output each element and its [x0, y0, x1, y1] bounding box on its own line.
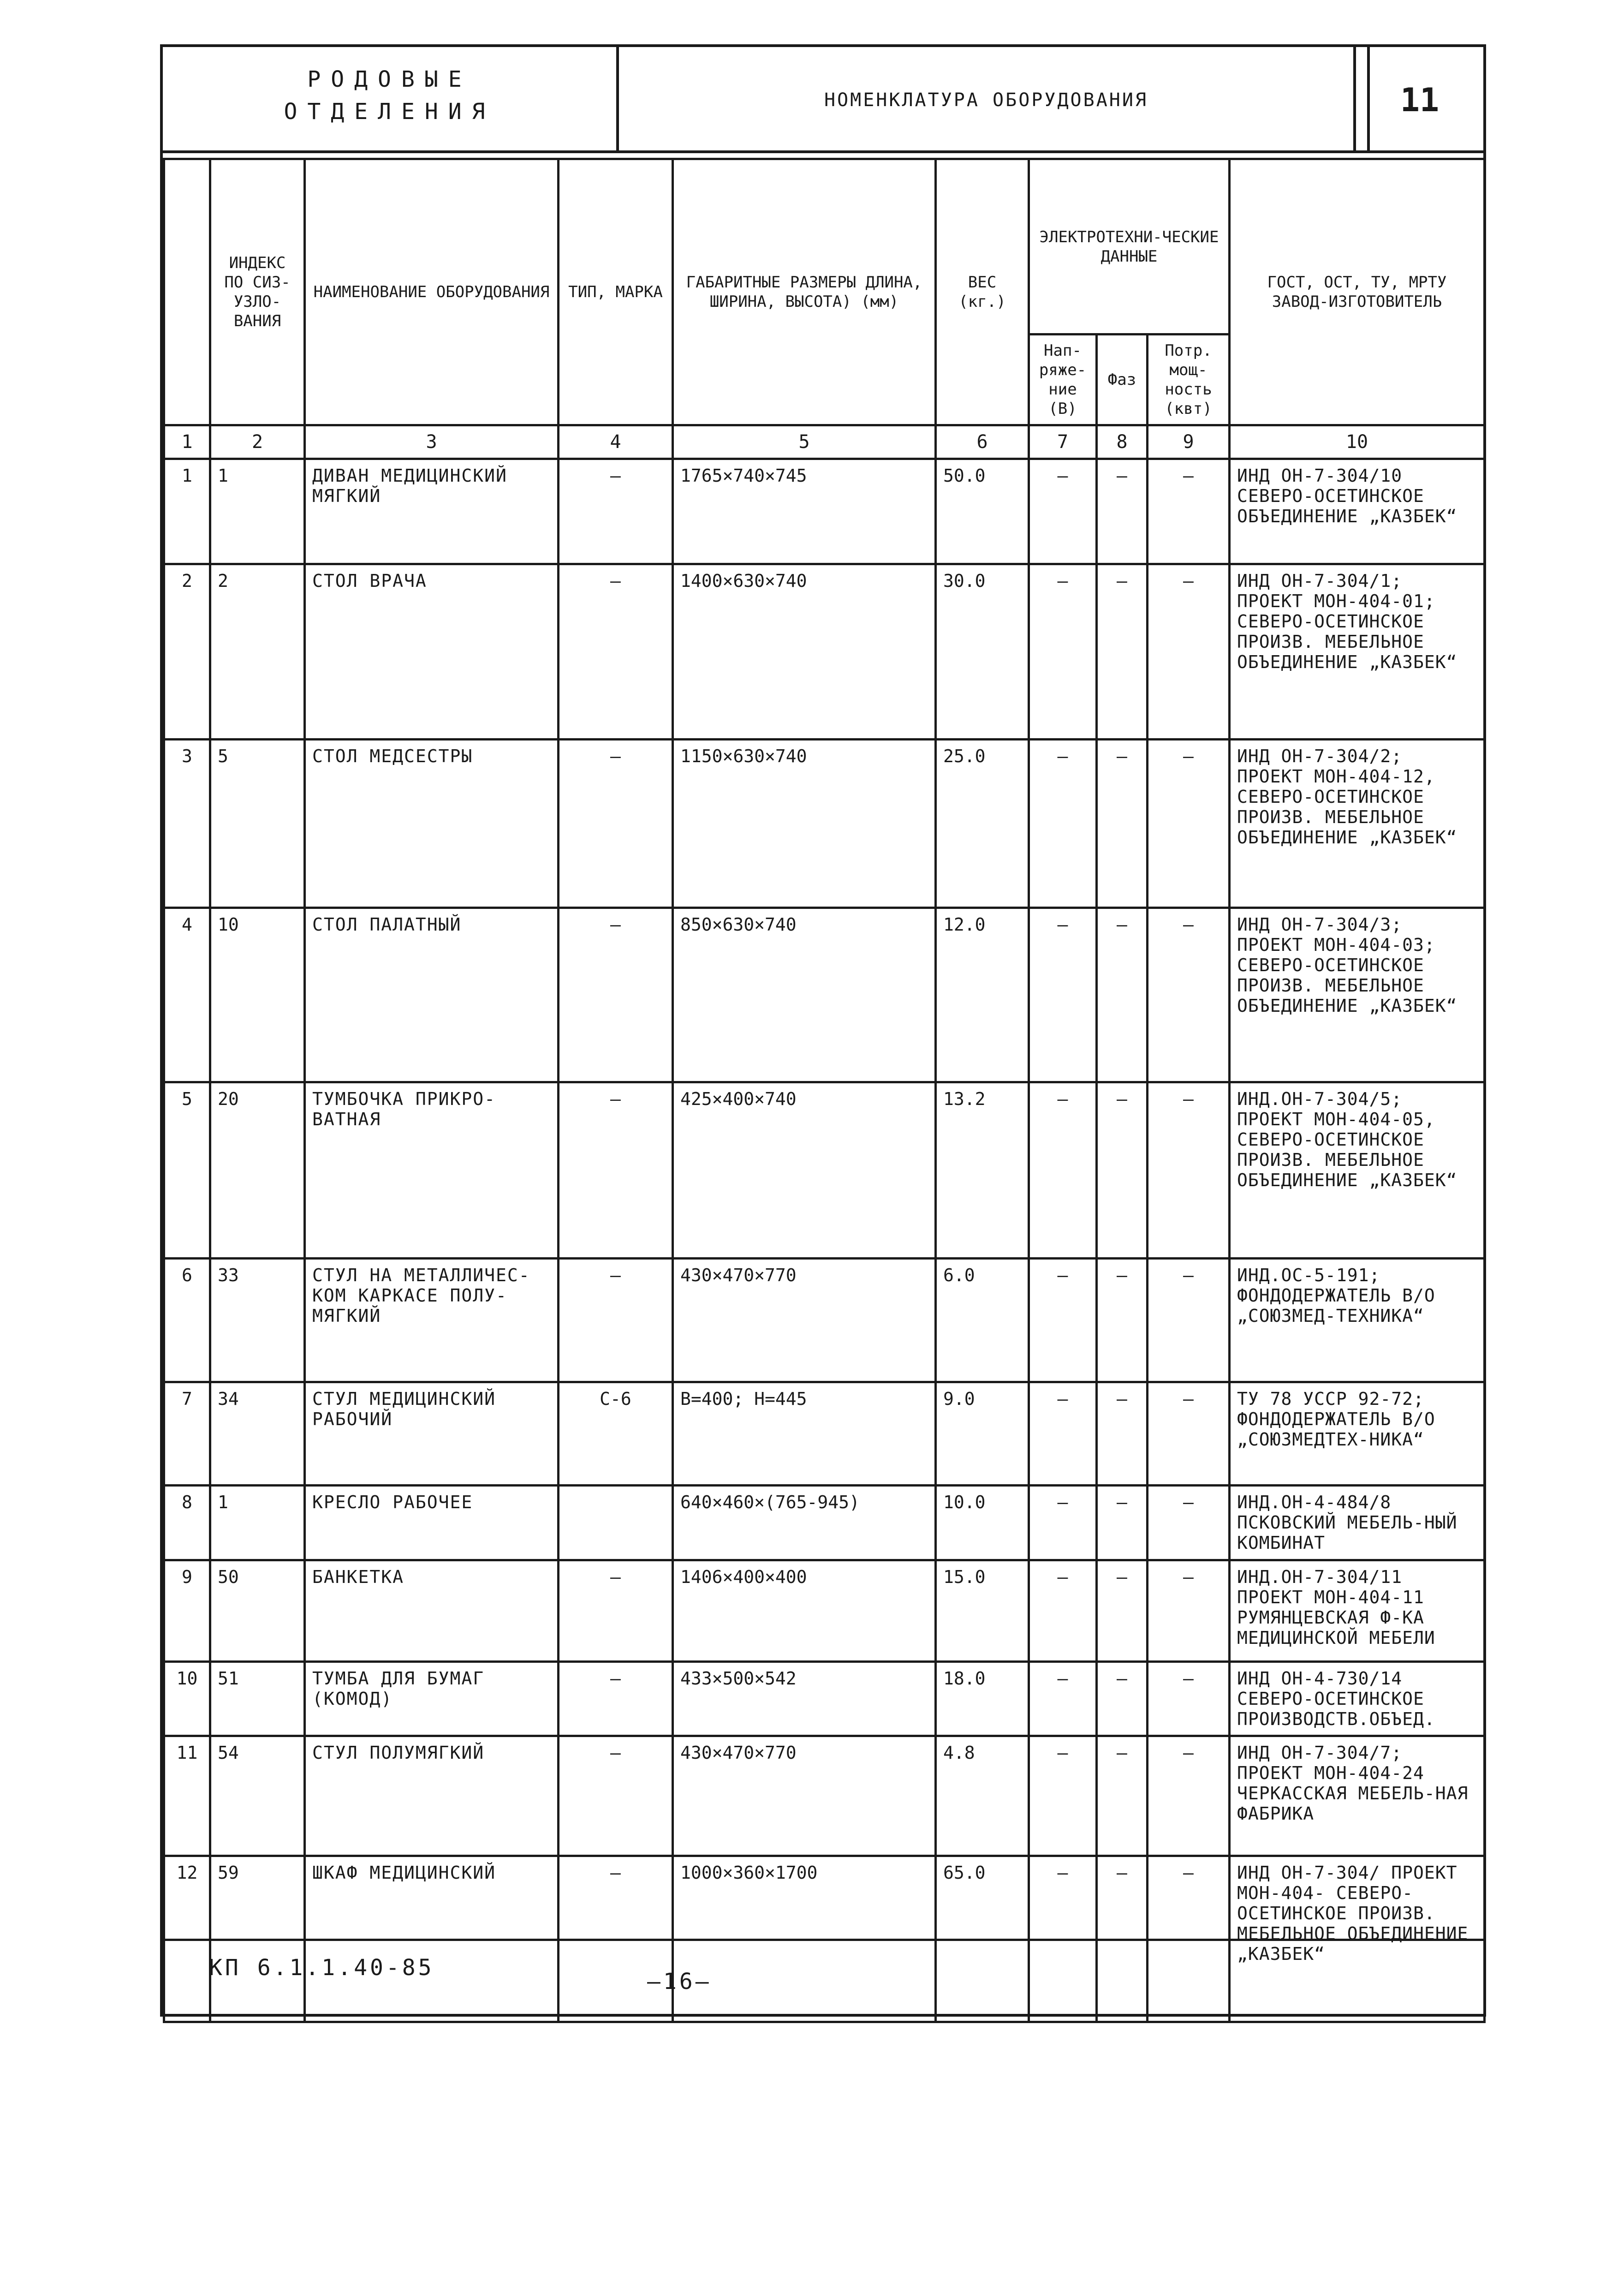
row-phase: —	[1097, 1856, 1148, 2022]
row-dimensions: 1406×400×400	[673, 1560, 936, 1662]
page-footer	[163, 1939, 1483, 2014]
row-voltage: —	[1029, 740, 1097, 908]
row-index: 50	[210, 1560, 305, 1662]
row-voltage: —	[1029, 1560, 1097, 1662]
row-dimensions: 425×400×740	[673, 1082, 936, 1259]
row-name: ДИВАН МЕДИЦИНСКИЙ МЯГКИЙ	[305, 459, 559, 564]
row-name: ШКАФ МЕДИЦИНСКИЙ	[305, 1856, 559, 2022]
row-index: 51	[210, 1662, 305, 1736]
row-power: —	[1148, 1662, 1230, 1736]
row-weight: 13.2	[936, 1082, 1029, 1259]
row-index: 5	[210, 740, 305, 908]
department-line-2: ОТДЕЛЕНИЯ	[284, 99, 495, 125]
row-weight: 30.0	[936, 564, 1029, 740]
col-number: 9	[1148, 425, 1230, 459]
row-manufacturer: ТУ 78 УССР 92-72; ФОНДОДЕРЖАТЕЛЬ В/О „СОЮЗМЕДТЕХ-НИКА“	[1230, 1382, 1485, 1486]
table-row	[164, 564, 1485, 740]
row-number: 11	[164, 1736, 210, 1856]
row-index: 1	[210, 1486, 305, 1560]
row-weight: 15.0	[936, 1560, 1029, 1662]
row-type: С-6	[559, 1382, 673, 1486]
row-dimensions: 430×470×770	[673, 1259, 936, 1382]
row-weight: 50.0	[936, 459, 1029, 564]
row-phase: —	[1097, 1082, 1148, 1259]
table-row	[164, 1382, 1485, 1486]
col-number: 3	[305, 425, 559, 459]
col-number: 1	[164, 425, 210, 459]
col-number: 7	[1029, 425, 1097, 459]
equipment-table	[163, 158, 1486, 2023]
row-type: —	[559, 564, 673, 740]
department-line-1: РОДОВЫЕ	[307, 66, 472, 92]
row-voltage: —	[1029, 564, 1097, 740]
row-voltage: —	[1029, 1082, 1097, 1259]
row-voltage: —	[1029, 1856, 1097, 2022]
department-title	[163, 47, 619, 153]
col-number: 5	[673, 425, 936, 459]
row-index: 20	[210, 1082, 305, 1259]
row-power: —	[1148, 564, 1230, 740]
row-power: —	[1148, 459, 1230, 564]
table-row	[164, 1662, 1485, 1736]
row-name: СТУЛ ПОЛУМЯГКИЙ	[305, 1736, 559, 1856]
col-number: 2	[210, 425, 305, 459]
row-weight: 9.0	[936, 1382, 1029, 1486]
row-manufacturer: ИНД ОН-7-304/2; ПРОЕКТ МОН-404-12, СЕВЕРО-ОСЕТИНСКОЕ ПРОИЗВ. МЕБЕЛЬНОЕ ОБЪЕДИНЕНИЕ „КАЗБЕК“	[1230, 740, 1485, 908]
table-row	[164, 1560, 1485, 1662]
row-name: СТУЛ МЕДИЦИНСКИЙ РАБОЧИЙ	[305, 1382, 559, 1486]
row-number: 6	[164, 1259, 210, 1382]
row-dimensions: 430×470×770	[673, 1736, 936, 1856]
row-number: 3	[164, 740, 210, 908]
row-weight: 6.0	[936, 1259, 1029, 1382]
row-type: —	[559, 908, 673, 1082]
row-voltage: —	[1029, 1382, 1097, 1486]
row-voltage: —	[1029, 1662, 1097, 1736]
row-power: —	[1148, 1382, 1230, 1486]
row-voltage: —	[1029, 1259, 1097, 1382]
row-number: 2	[164, 564, 210, 740]
row-manufacturer: ИНД ОН-7-304/3; ПРОЕКТ МОН-404-03; СЕВЕРО-ОСЕТИНСКОЕ ПРОИЗВ. МЕБЕЛЬНОЕ ОБЪЕДИНЕНИЕ „КАЗБЕК“	[1230, 908, 1485, 1082]
row-voltage: —	[1029, 459, 1097, 564]
row-type: —	[559, 459, 673, 564]
row-voltage: —	[1029, 908, 1097, 1082]
table-row	[164, 1736, 1485, 1856]
row-index: 2	[210, 564, 305, 740]
row-number: 8	[164, 1486, 210, 1560]
row-power: —	[1148, 1486, 1230, 1560]
row-phase: —	[1097, 740, 1148, 908]
row-power: —	[1148, 1856, 1230, 2022]
document-title: НОМЕНКЛАТУРА ОБОРУДОВАНИЯ	[619, 47, 1356, 153]
col-header-number	[164, 159, 210, 425]
row-dimensions: 640×460×(765-945)	[673, 1486, 936, 1560]
row-power: —	[1148, 1082, 1230, 1259]
row-number: 1	[164, 459, 210, 564]
row-phase: —	[1097, 1736, 1148, 1856]
col-number: 4	[559, 425, 673, 459]
row-voltage: —	[1029, 1486, 1097, 1560]
row-name: СТОЛ ПАЛАТНЫЙ	[305, 908, 559, 1082]
table-row	[164, 1082, 1485, 1259]
row-power: —	[1148, 740, 1230, 908]
row-type: —	[559, 1082, 673, 1259]
row-name: БАНКЕТКА	[305, 1560, 559, 1662]
table-row	[164, 1259, 1485, 1382]
row-manufacturer: ИНД ОН-7-304/10 СЕВЕРО-ОСЕТИНСКОЕ ОБЪЕДИНЕНИЕ „КАЗБЕК“	[1230, 459, 1485, 564]
row-dimensions: 850×630×740	[673, 908, 936, 1082]
sheet-number: 11	[1400, 81, 1440, 119]
row-type: —	[559, 1259, 673, 1382]
row-manufacturer: ИНД.ОН-7-304/11 ПРОЕКТ МОН-404-11 РУМЯНЦЕВСКАЯ Ф-КА МЕДИЦИНСКОЙ МЕБЕЛИ	[1230, 1560, 1485, 1662]
col-header-index: ИНДЕКС ПО СИЗ-УЗЛО-ВАНИЯ	[210, 159, 305, 425]
col-header-electrical: ЭЛЕКТРОТЕХНИ-ЧЕСКИЕ ДАННЫЕ	[1029, 159, 1230, 334]
row-power: —	[1148, 908, 1230, 1082]
row-power: —	[1148, 1736, 1230, 1856]
row-manufacturer: ИНД ОН-4-730/14 СЕВЕРО-ОСЕТИНСКОЕ ПРОИЗВОДСТВ.ОБЪЕД.	[1230, 1662, 1485, 1736]
row-power: —	[1148, 1259, 1230, 1382]
row-index: 10	[210, 908, 305, 1082]
col-number: 6	[936, 425, 1029, 459]
row-phase: —	[1097, 459, 1148, 564]
row-index: 59	[210, 1856, 305, 2022]
table-row	[164, 740, 1485, 908]
row-phase: —	[1097, 1259, 1148, 1382]
row-number: 12	[164, 1856, 210, 2022]
row-index: 33	[210, 1259, 305, 1382]
row-phase: —	[1097, 1382, 1148, 1486]
col-header-voltage: Нап-ряже-ние (В)	[1029, 334, 1097, 425]
row-index: 54	[210, 1736, 305, 1856]
row-number: 7	[164, 1382, 210, 1486]
row-manufacturer: ИНД.ОН-7-304/5; ПРОЕКТ МОН-404-05, СЕВЕРО-ОСЕТИНСКОЕ ПРОИЗВ. МЕБЕЛЬНОЕ ОБЪЕДИНЕНИЕ „КАЗБЕК“	[1230, 1082, 1485, 1259]
column-number-row	[164, 425, 1485, 459]
col-header-dimensions: ГАБАРИТНЫЕ РАЗМЕРЫ ДЛИНА, ШИРИНА, ВЫСОТА) (мм)	[673, 159, 936, 425]
row-manufacturer: ИНД ОН-7-304/ ПРОЕКТ МОН-404- СЕВЕРО-ОСЕТИНСКОЕ ПРОИЗВ. МЕБЕЛЬНОЕ ОБЪЕДИНЕНИЕ „КАЗБЕК“	[1230, 1856, 1485, 2022]
row-manufacturer: ИНД.ОС-5-191; ФОНДОДЕРЖАТЕЛЬ В/О „СОЮЗМЕД-ТЕХНИКА“	[1230, 1259, 1485, 1382]
row-index: 1	[210, 459, 305, 564]
row-manufacturer: ИНД.ОН-4-484/8 ПСКОВСКИЙ МЕБЕЛЬ-НЫЙ КОМБИНАТ	[1230, 1486, 1485, 1560]
row-type: —	[559, 1856, 673, 2022]
table-row	[164, 459, 1485, 564]
row-name: СТОЛ ВРАЧА	[305, 564, 559, 740]
row-type: —	[559, 740, 673, 908]
table-row	[164, 908, 1485, 1082]
page-number: —16—	[647, 1969, 712, 1994]
row-phase: —	[1097, 1662, 1148, 1736]
row-name: ТУМБА ДЛЯ БУМАГ (КОМОД)	[305, 1662, 559, 1736]
row-phase: —	[1097, 908, 1148, 1082]
row-number: 10	[164, 1662, 210, 1736]
row-phase: —	[1097, 1560, 1148, 1662]
col-header-weight: ВЕС (кг.)	[936, 159, 1029, 425]
row-weight: 4.8	[936, 1736, 1029, 1856]
row-number: 5	[164, 1082, 210, 1259]
col-header-power: Потр. мощ-ность (квт)	[1148, 334, 1230, 425]
row-name: КРЕСЛО РАБОЧЕЕ	[305, 1486, 559, 1560]
row-manufacturer: ИНД ОН-7-304/7; ПРОЕКТ МОН-404-24 ЧЕРКАССКАЯ МЕБЕЛЬ-НАЯ ФАБРИКА	[1230, 1736, 1485, 1856]
row-weight: 12.0	[936, 908, 1029, 1082]
row-number: 9	[164, 1560, 210, 1662]
row-weight: 25.0	[936, 740, 1029, 908]
col-header-phase: Фаз	[1097, 334, 1148, 425]
row-type: —	[559, 1560, 673, 1662]
col-header-type: ТИП, МАРКА	[559, 159, 673, 425]
row-dimensions: 433×500×542	[673, 1662, 936, 1736]
row-phase: —	[1097, 564, 1148, 740]
row-voltage: —	[1029, 1736, 1097, 1856]
document-code: КП 6.1.1.40-85	[209, 1955, 434, 1981]
row-type	[559, 1486, 673, 1560]
col-number: 8	[1097, 425, 1148, 459]
row-index: 34	[210, 1382, 305, 1486]
row-name: ТУМБОЧКА ПРИКРО-ВАТНАЯ	[305, 1082, 559, 1259]
row-phase: —	[1097, 1486, 1148, 1560]
sheet-number-box	[1356, 47, 1483, 153]
row-weight: 65.0	[936, 1856, 1029, 2022]
row-dimensions: 1765×740×745	[673, 459, 936, 564]
row-number: 4	[164, 908, 210, 1082]
row-power: —	[1148, 1560, 1230, 1662]
table-header-row	[164, 159, 1485, 334]
row-manufacturer: ИНД ОН-7-304/1; ПРОЕКТ МОН-404-01; СЕВЕРО-ОСЕТИНСКОЕ ПРОИЗВ. МЕБЕЛЬНОЕ ОБЪЕДИНЕНИЕ „КАЗБЕК“	[1230, 564, 1485, 740]
row-type: —	[559, 1736, 673, 1856]
row-weight: 18.0	[936, 1662, 1029, 1736]
row-dimensions: В=400; Н=445	[673, 1382, 936, 1486]
row-name: СТОЛ МЕДСЕСТРЫ	[305, 740, 559, 908]
row-type: —	[559, 1662, 673, 1736]
row-dimensions: 1000×360×1700	[673, 1856, 936, 2022]
sheet-number-divider	[1367, 47, 1370, 153]
table-row	[164, 1486, 1485, 1560]
col-header-gost: ГОСТ, ОСТ, ТУ, МРТУ ЗАВОД-ИЗГОТОВИТЕЛЬ	[1230, 159, 1485, 425]
row-name: СТУЛ НА МЕТАЛЛИЧЕС-КОМ КАРКАСЕ ПОЛУ-МЯГКИЙ	[305, 1259, 559, 1382]
col-number: 10	[1230, 425, 1485, 459]
col-header-name: НАИМЕНОВАНИЕ ОБОРУДОВАНИЯ	[305, 159, 559, 425]
row-dimensions: 1150×630×740	[673, 740, 936, 908]
row-weight: 10.0	[936, 1486, 1029, 1560]
document-sheet	[160, 44, 1486, 2017]
row-dimensions: 1400×630×740	[673, 564, 936, 740]
